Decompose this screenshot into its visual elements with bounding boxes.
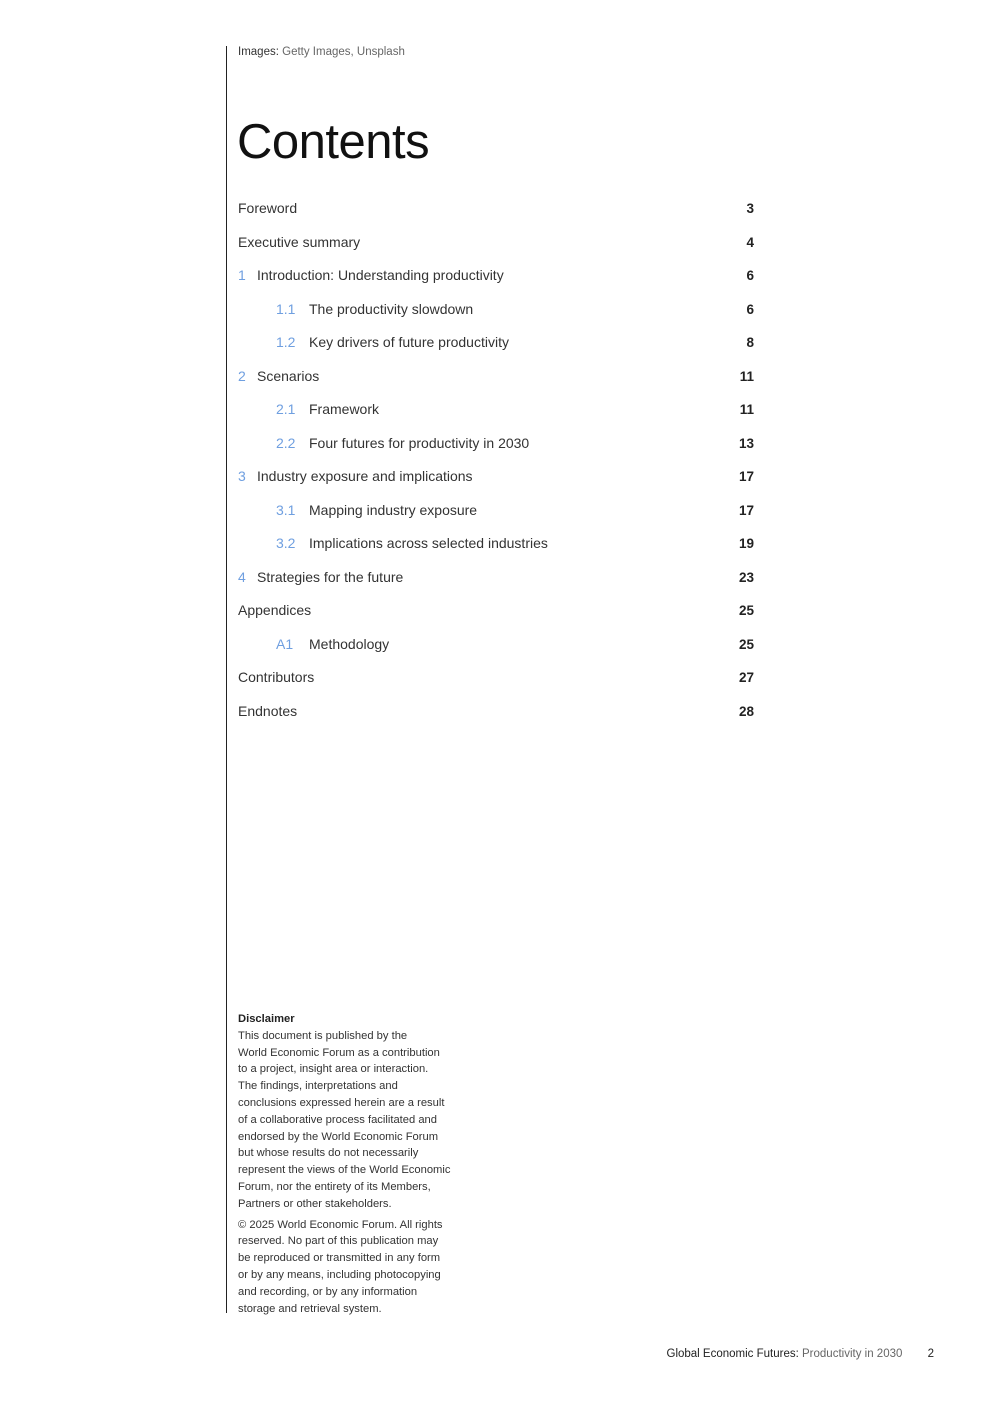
toc-entry-page: 17 xyxy=(738,502,754,518)
toc-entry[interactable] xyxy=(238,561,754,595)
image-credits xyxy=(238,44,405,60)
toc-entry[interactable] xyxy=(238,192,754,226)
toc-entry-page: 13 xyxy=(738,435,754,451)
toc-entry-number: 1.1 xyxy=(276,300,296,317)
toc-entry[interactable] xyxy=(238,460,754,494)
disclaimer-line: The findings, interpretations and xyxy=(238,1080,398,1093)
toc-entry[interactable] xyxy=(238,326,754,360)
disclaimer-line: Partners or other stakeholders. xyxy=(238,1197,392,1210)
disclaimer-line: © 2025 World Economic Forum. All rights xyxy=(238,1218,443,1231)
toc-entry-label: Mapping industry exposure xyxy=(309,501,478,518)
disclaimer-line: endorsed by the World Economic Forum xyxy=(238,1130,439,1143)
toc-entry-page: 27 xyxy=(738,670,754,685)
toc-entry-label: Implications across selected industries xyxy=(309,535,548,551)
toc-entry[interactable] xyxy=(238,259,754,293)
disclaimer-line: Forum, nor the entirety of its Members, xyxy=(238,1180,431,1193)
toc-entry-page: 11 xyxy=(739,368,754,384)
toc-entry-page: 6 xyxy=(746,268,754,283)
page-title: Contents xyxy=(237,115,430,169)
toc-entry[interactable] xyxy=(238,293,754,327)
toc-entry[interactable] xyxy=(238,628,754,662)
toc-entry-number: 1.2 xyxy=(276,334,296,350)
disclaimer xyxy=(238,1011,478,1317)
vertical-rule xyxy=(226,46,227,1313)
toc-entry-number: A1 xyxy=(276,635,294,652)
disclaimer-line: of a collaborative process facilitated and xyxy=(238,1113,438,1126)
toc-entry[interactable] xyxy=(238,594,754,628)
toc-entry-page: 23 xyxy=(738,569,754,585)
toc-entry-label: Endnotes xyxy=(238,702,298,719)
copyright-notice xyxy=(238,1217,478,1318)
disclaimer-line: This document is published by the xyxy=(238,1029,408,1042)
toc-entry-page: 19 xyxy=(738,536,754,551)
toc-entry[interactable] xyxy=(238,226,754,260)
table-of-contents xyxy=(238,192,754,728)
toc-entry-number: 3 xyxy=(238,468,246,484)
toc-entry[interactable] xyxy=(238,427,754,461)
image-credits-text: Getty Images, Unsplash xyxy=(282,46,405,58)
toc-entry-label: Foreword xyxy=(238,200,298,216)
toc-entry-number: 3.2 xyxy=(276,535,296,551)
disclaimer-line: be reproduced or transmitted in any form xyxy=(238,1252,441,1265)
toc-entry-label: Introduction: Understanding productivity xyxy=(257,267,504,283)
toc-entry-label: Scenarios xyxy=(257,367,320,384)
toc-entry-page: 4 xyxy=(746,234,754,250)
toc-entry-label: Strategies for the future xyxy=(257,568,404,585)
disclaimer-line: storage and retrieval system. xyxy=(238,1302,382,1315)
disclaimer-line: and recording, or by any information xyxy=(238,1285,418,1298)
toc-entry[interactable] xyxy=(238,360,754,394)
disclaimer-line: reserved. No part of this publication may xyxy=(238,1235,439,1248)
toc-entry[interactable] xyxy=(238,527,754,561)
toc-entry-label: Contributors xyxy=(238,669,315,685)
toc-entry-number: 2.1 xyxy=(276,401,296,417)
footer-report-series: Global Economic Futures: xyxy=(666,1348,799,1360)
toc-entry-label: Methodology xyxy=(309,635,390,652)
toc-entry-label: Executive summary xyxy=(238,233,361,250)
toc-entry-page: 8 xyxy=(746,335,754,350)
toc-entry-number: 2 xyxy=(238,367,246,384)
toc-entry-page: 3 xyxy=(746,201,754,216)
toc-entry-number: 2.2 xyxy=(276,434,296,451)
toc-entry-label: Four futures for productivity in 2030 xyxy=(309,434,530,451)
toc-entry-label: The productivity slowdown xyxy=(309,300,474,317)
toc-entry-page: 17 xyxy=(738,469,754,484)
disclaimer-line: but whose results do not necessarily xyxy=(238,1147,419,1160)
footer-report-title: Productivity in 2030 xyxy=(802,1348,903,1360)
toc-entry-label: Industry exposure and implications xyxy=(257,468,473,484)
toc-entry-label: Key drivers of future productivity xyxy=(309,334,509,350)
toc-entry[interactable] xyxy=(238,494,754,528)
toc-entry-page: 6 xyxy=(746,301,754,317)
disclaimer-heading: Disclaimer xyxy=(238,1013,295,1025)
toc-entry[interactable] xyxy=(238,661,754,695)
disclaimer-line: to a project, insight area or interaction. xyxy=(238,1063,429,1076)
page-number: 2 xyxy=(927,1348,934,1360)
toc-entry-page: 28 xyxy=(738,703,754,719)
toc-entry-page: 25 xyxy=(738,603,754,618)
page-footer xyxy=(667,1346,935,1362)
disclaimer-line: or by any means, including photocopying xyxy=(238,1268,441,1281)
toc-entry-number: 1 xyxy=(238,267,246,283)
disclaimer-line: conclusions expressed herein are a result xyxy=(238,1096,445,1109)
toc-entry-page: 25 xyxy=(738,636,754,652)
toc-entry-page: 11 xyxy=(739,402,754,417)
toc-entry[interactable] xyxy=(238,393,754,427)
toc-entry-number: 3.1 xyxy=(276,501,296,518)
image-credits-label: Images: xyxy=(238,46,279,58)
toc-entry[interactable] xyxy=(238,695,754,729)
disclaimer-body xyxy=(238,1028,478,1213)
toc-entry-label: Appendices xyxy=(238,602,312,618)
toc-entry-label: Framework xyxy=(309,401,380,417)
disclaimer-line: represent the views of the World Economic xyxy=(238,1164,451,1177)
disclaimer-line: World Economic Forum as a contribution xyxy=(238,1046,440,1059)
toc-entry-number: 4 xyxy=(238,568,246,585)
